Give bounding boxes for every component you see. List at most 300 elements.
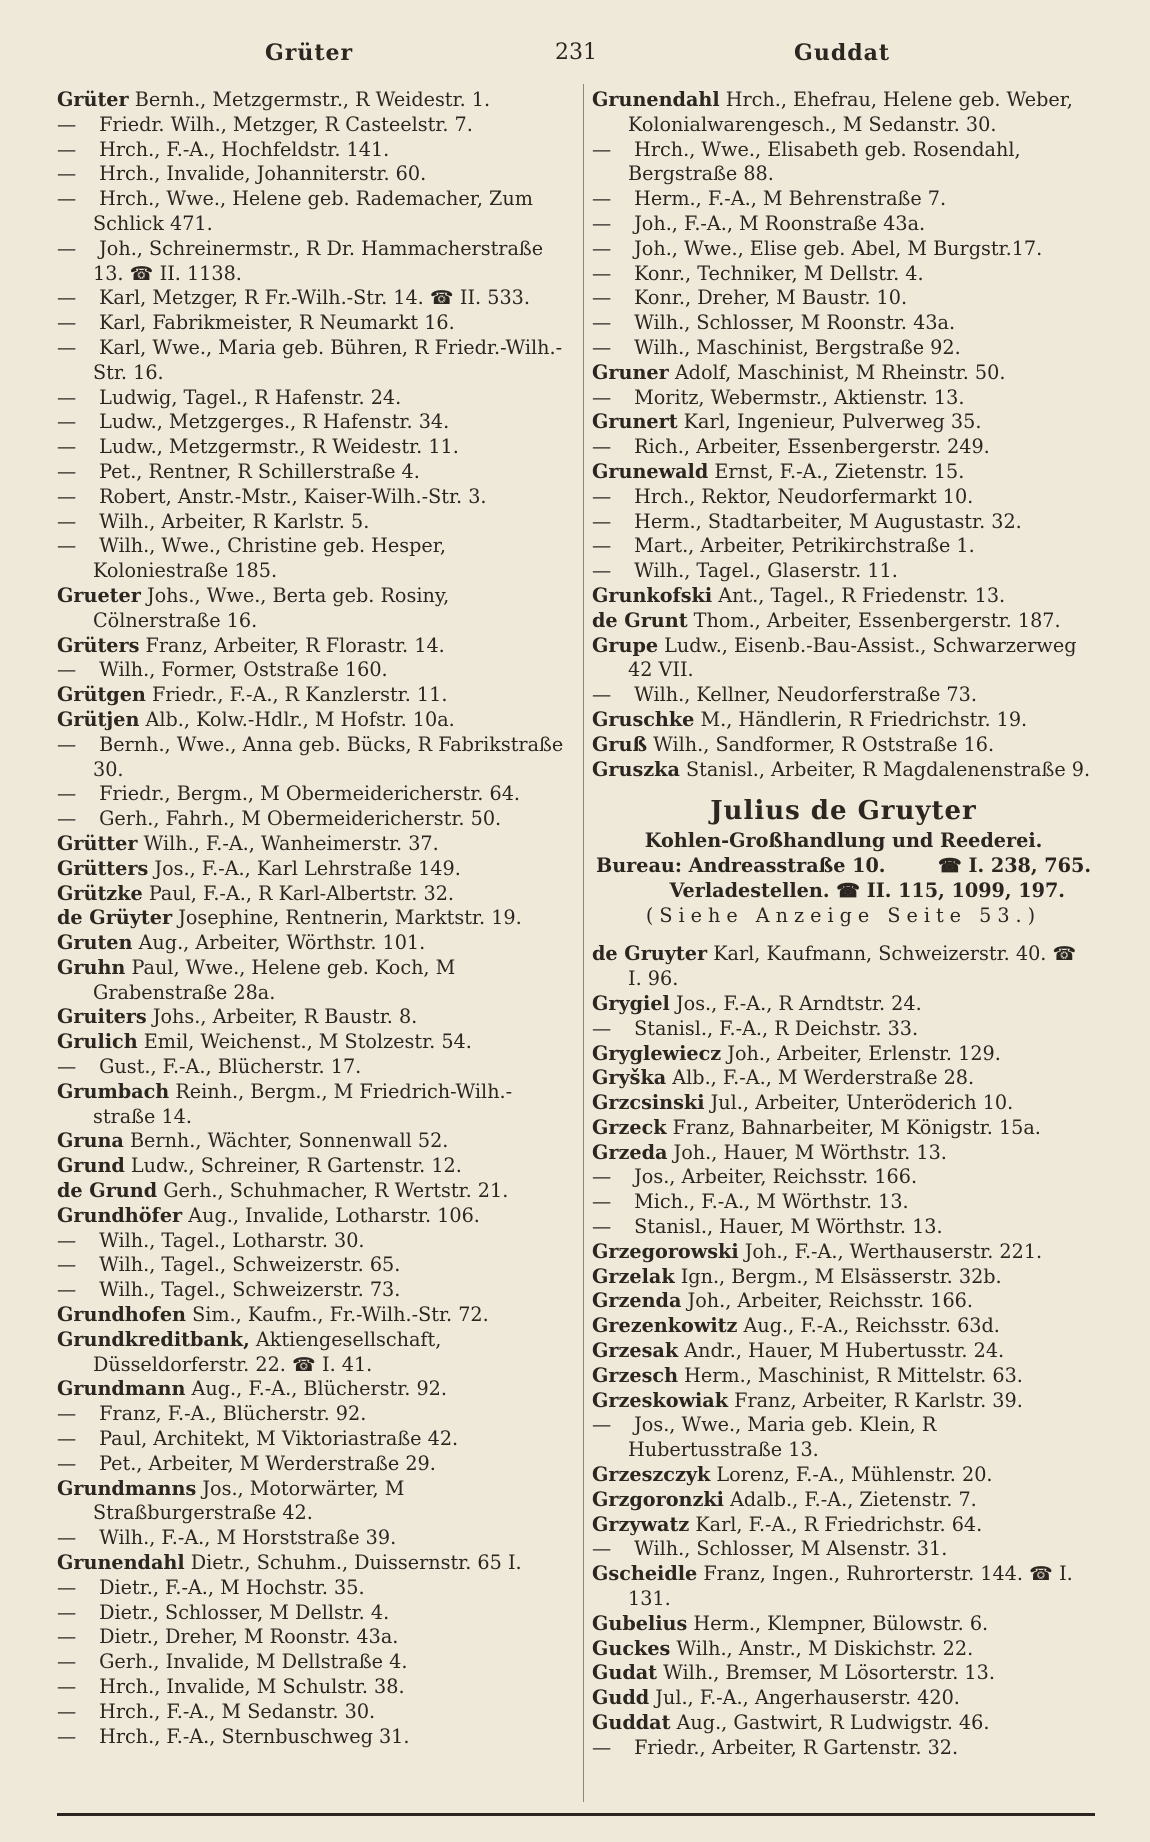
entry-details: Aug., Invalide, Lotharstr. 106. bbox=[182, 1203, 480, 1227]
directory-entry bbox=[592, 1141, 1095, 1166]
entry-details: Aug., F.-A., Reichsstr. 63d. bbox=[737, 1314, 1000, 1338]
entry-details: Adolf, Maschinist, M Rheinstr. 50. bbox=[668, 360, 1006, 384]
directory-entry bbox=[57, 187, 574, 237]
entry-surname: Grunert bbox=[592, 410, 678, 434]
directory-entry bbox=[57, 113, 574, 138]
directory-entry bbox=[57, 708, 574, 733]
directory-entry bbox=[57, 1005, 574, 1030]
entry-surname: Grueter bbox=[57, 583, 141, 607]
entry-dash: — bbox=[592, 1413, 612, 1437]
directory-entry bbox=[592, 708, 1095, 733]
entry-surname: Grygiel bbox=[592, 991, 670, 1015]
entry-dash: — bbox=[57, 1451, 77, 1475]
entry-dash: — bbox=[57, 311, 77, 335]
entry-dash: — bbox=[57, 137, 77, 161]
directory-entry bbox=[592, 1066, 1095, 1091]
entry-surname: de Grüyter bbox=[57, 906, 173, 930]
directory-entry bbox=[592, 262, 1095, 287]
directory-entry bbox=[592, 1513, 1095, 1538]
directory-entry bbox=[57, 534, 574, 584]
entry-details: Karl, Wwe., Maria geb. Bühren, R Friedr.-Wilh.-Str. 16. bbox=[93, 335, 563, 384]
entry-dash: — bbox=[57, 112, 77, 136]
entry-surname: Gruschke bbox=[592, 707, 695, 731]
entry-surname: Grzegorowski bbox=[592, 1239, 739, 1263]
entry-dash: — bbox=[57, 385, 77, 409]
directory-entry bbox=[592, 386, 1095, 411]
entry-details: Wilh., Schlosser, M Roonstr. 43a. bbox=[628, 311, 956, 335]
directory-entry bbox=[57, 1055, 574, 1080]
directory-entry bbox=[57, 832, 574, 857]
entry-details: Dietr., Dreher, M Roonstr. 43a. bbox=[93, 1625, 399, 1649]
entry-details: Joh., Hauer, M Wörthstr. 13. bbox=[667, 1140, 947, 1164]
directory-entry bbox=[57, 138, 574, 163]
entry-details: Hrch., F.-A., Sternbuschweg 31. bbox=[93, 1724, 410, 1748]
directory-entry bbox=[592, 1091, 1095, 1116]
directory-entry bbox=[592, 609, 1095, 634]
entry-dash: — bbox=[592, 484, 612, 508]
entry-details: Herm., Klempner, Bülowstr. 6. bbox=[687, 1611, 989, 1635]
entry-surname: Grunendahl bbox=[592, 88, 720, 111]
directory-entry bbox=[592, 1215, 1095, 1240]
directory-entry bbox=[57, 857, 574, 882]
entry-dash: — bbox=[57, 534, 77, 558]
entry-dash: — bbox=[592, 211, 612, 235]
entry-dash: — bbox=[592, 1165, 612, 1189]
entry-dash: — bbox=[592, 1215, 612, 1239]
entry-dash: — bbox=[57, 1699, 77, 1723]
entry-dash: — bbox=[592, 1735, 612, 1759]
directory-entry bbox=[592, 361, 1095, 386]
directory-entry bbox=[57, 1725, 574, 1750]
entry-details: Franz, Bahnarbeiter, M Königstr. 15a. bbox=[666, 1115, 1041, 1139]
entry-dash: — bbox=[57, 484, 77, 508]
entry-dash: — bbox=[57, 658, 77, 682]
entry-details: Aug., F.-A., Blücherstr. 92. bbox=[185, 1377, 447, 1401]
entry-surname: Gruiters bbox=[57, 1005, 147, 1029]
directory-entry bbox=[57, 658, 574, 683]
entry-surname: Grütters bbox=[57, 856, 149, 880]
directory-entry bbox=[57, 1229, 574, 1254]
entry-details: Dietr., Schlosser, M Dellstr. 4. bbox=[93, 1600, 390, 1624]
entry-details: Emil, Weichenst., M Stolzestr. 54. bbox=[137, 1030, 472, 1054]
directory-entry bbox=[57, 882, 574, 907]
directory-entry bbox=[57, 1452, 574, 1477]
entry-surname: Grzesak bbox=[592, 1339, 679, 1363]
entry-details: Wilh., Arbeiter, R Karlstr. 5. bbox=[93, 509, 370, 533]
directory-entry bbox=[57, 88, 574, 113]
entry-details: Friedr., F.-A., R Kanzlerstr. 11. bbox=[145, 683, 448, 707]
entry-surname: Grulich bbox=[57, 1030, 138, 1054]
directory-entry bbox=[592, 485, 1095, 510]
entry-details: Wilh., Tagel., Schweizerstr. 65. bbox=[93, 1253, 401, 1277]
directory-entry bbox=[592, 1463, 1095, 1488]
entry-surname: Grumbach bbox=[57, 1079, 170, 1103]
entry-surname: Gruna bbox=[57, 1129, 124, 1153]
directory-entry bbox=[57, 584, 574, 634]
entry-surname: Grundmanns bbox=[57, 1476, 197, 1500]
entry-details: Ludw., Metzgerges., R Hafenstr. 34. bbox=[93, 410, 450, 434]
entry-details: Wilh., Sandformer, R Oststraße 16. bbox=[647, 732, 995, 756]
entry-details: Bernh., Metzgermstr., R Weidestr. 1. bbox=[128, 88, 491, 111]
entry-surname: Grzeszczyk bbox=[592, 1463, 711, 1487]
entry-dash: — bbox=[57, 459, 77, 483]
directory-entry bbox=[592, 212, 1095, 237]
entry-details: Karl, Ingenieur, Pulverweg 35. bbox=[677, 410, 982, 434]
entry-details: Hrch., Rektor, Neudorfermarkt 10. bbox=[628, 484, 974, 508]
ad-bureau-row bbox=[592, 853, 1095, 878]
entry-details: Ludw., Schreiner, R Gartenstr. 12. bbox=[124, 1154, 462, 1178]
entry-dash: — bbox=[57, 286, 77, 310]
directory-entry bbox=[592, 187, 1095, 212]
entry-details: Mart., Arbeiter, Petrikirchstraße 1. bbox=[628, 534, 975, 558]
directory-entry bbox=[57, 1377, 574, 1402]
entry-details: Franz, Arbeiter, R Karlstr. 39. bbox=[728, 1388, 1023, 1412]
directory-entry bbox=[57, 162, 574, 187]
directory-entry bbox=[592, 1017, 1095, 1042]
entry-details: Karl, Metzger, R Fr.-Wilh.-Str. 14. ☎ II. 533. bbox=[93, 286, 530, 310]
directory-entry bbox=[57, 1576, 574, 1601]
entry-details: Bernh., Wächter, Sonnenwall 52. bbox=[123, 1129, 449, 1153]
entry-dash: — bbox=[57, 732, 77, 756]
entry-surname: Guckes bbox=[592, 1636, 671, 1660]
entry-dash: — bbox=[57, 435, 77, 459]
advertisement-gruyter bbox=[592, 794, 1095, 928]
directory-entry bbox=[592, 1413, 1095, 1463]
entry-details: Andr., Hauer, M Hubertusstr. 24. bbox=[678, 1339, 1005, 1363]
entry-details: Bernh., Wwe., Anna geb. Bücks, R Fabrikstraße 30. bbox=[93, 732, 564, 781]
entry-surname: Grzeda bbox=[592, 1140, 668, 1164]
entry-details: Pet., Rentner, R Schillerstraße 4. bbox=[93, 459, 420, 483]
directory-entry bbox=[57, 286, 574, 311]
entry-details: Wilh., Tagel., Schweizerstr. 73. bbox=[93, 1278, 401, 1302]
directory-entry bbox=[57, 410, 574, 435]
directory-entry bbox=[57, 485, 574, 510]
entry-surname: Grzelak bbox=[592, 1264, 675, 1288]
entry-details: M., Händlerin, R Friedrichstr. 19. bbox=[694, 707, 1028, 731]
directory-entry bbox=[57, 435, 574, 460]
directory-entry bbox=[592, 286, 1095, 311]
entry-dash: — bbox=[57, 1625, 77, 1649]
directory-entry bbox=[592, 1265, 1095, 1290]
directory-entry bbox=[57, 1129, 574, 1154]
entry-details: Franz, F.-A., Blücherstr. 92. bbox=[93, 1402, 367, 1426]
footer-rule bbox=[57, 1813, 1095, 1816]
entry-details: Josephine, Rentnerin, Marktstr. 19. bbox=[172, 906, 522, 930]
directory-entry bbox=[592, 460, 1095, 485]
entry-details: Ernst, F.-A., Zietenstr. 15. bbox=[708, 459, 965, 483]
entry-details: Wilh., Former, Oststraße 160. bbox=[93, 658, 388, 682]
entry-details: Stanisl., F.-A., R Deichstr. 33. bbox=[628, 1016, 919, 1040]
entry-details: Paul, Wwe., Helene geb. Koch, M Grabenstraße 28a. bbox=[93, 955, 456, 1004]
directory-entry bbox=[592, 634, 1095, 684]
entry-details: Aug., Gastwirt, R Ludwigstr. 46. bbox=[670, 1711, 990, 1735]
entry-details: Ludw., Eisenb.-Bau-Assist., Schwarzerweg 42 VII. bbox=[628, 633, 1077, 682]
entry-details: Moritz, Webermstr., Aktienstr. 13. bbox=[628, 385, 965, 409]
left-column bbox=[57, 88, 574, 1749]
entry-dash: — bbox=[592, 261, 612, 285]
entry-details: Pet., Arbeiter, M Werderstraße 29. bbox=[93, 1451, 436, 1475]
entry-details: Thom., Arbeiter, Essenbergerstr. 187. bbox=[687, 608, 1061, 632]
directory-entry bbox=[592, 1339, 1095, 1364]
entry-details: Jos., F.-A., R Arndtstr. 24. bbox=[669, 991, 922, 1015]
entry-dash: — bbox=[592, 236, 612, 260]
entry-details: Hrch., Wwe., Elisabeth geb. Rosendahl, Bergstraße 88. bbox=[628, 137, 1021, 186]
entry-details: Wilh., Bremser, M Lösorterstr. 13. bbox=[657, 1661, 995, 1685]
entry-details: Franz, Ingen., Ruhrorterstr. 144. ☎ I. 131. bbox=[628, 1562, 1073, 1611]
directory-entry bbox=[592, 534, 1095, 559]
entry-surname: de Grund bbox=[57, 1179, 158, 1203]
directory-entry bbox=[57, 906, 574, 931]
entry-surname: de Gruyter bbox=[592, 942, 708, 966]
ad-see-reference: (Siehe Anzeige Seite 53.) bbox=[645, 904, 1042, 928]
entry-details: Joh., Schreinermstr., R Dr. Hammacherstraße 13. ☎ II. 1138. bbox=[93, 236, 544, 285]
entry-details: Gust., F.-A., Blücherstr. 17. bbox=[93, 1055, 362, 1079]
entry-surname: Grzesch bbox=[592, 1363, 679, 1387]
entry-details: Wilh., F.-A., M Horststraße 39. bbox=[93, 1526, 397, 1550]
entry-surname: Grüters bbox=[57, 633, 140, 657]
entry-details: Wilh., Maschinist, Bergstraße 92. bbox=[628, 335, 961, 359]
entry-details: Ludwig, Tagel., R Hafenstr. 24. bbox=[93, 385, 402, 409]
directory-entry bbox=[592, 1165, 1095, 1190]
directory-entry bbox=[57, 1253, 574, 1278]
directory-entry bbox=[592, 1042, 1095, 1067]
entry-details: Aktiengesellschaft, Düsseldorferstr. 22. ☎ I. 41. bbox=[93, 1327, 442, 1376]
directory-entry bbox=[592, 336, 1095, 361]
entry-details: Karl, F.-A., R Friedrichstr. 64. bbox=[689, 1512, 983, 1536]
entry-surname: Grundhofen bbox=[57, 1303, 186, 1327]
entry-surname: Grunkofski bbox=[592, 583, 713, 607]
entry-surname: Gscheidle bbox=[592, 1562, 698, 1586]
entry-dash: — bbox=[57, 1228, 77, 1252]
entry-details: Wilh., Wwe., Christine geb. Hesper, Koloniestraße 185. bbox=[93, 534, 446, 583]
entry-details: Gerh., Schuhmacher, R Wertstr. 21. bbox=[157, 1179, 509, 1203]
entry-details: Mich., F.-A., M Wörthstr. 13. bbox=[628, 1190, 909, 1214]
entry-dash: — bbox=[592, 534, 612, 558]
entry-details: Joh., Arbeiter, Reichsstr. 166. bbox=[681, 1289, 973, 1313]
directory-entry bbox=[57, 1551, 574, 1576]
directory-entry bbox=[57, 1427, 574, 1452]
entry-dash: — bbox=[592, 137, 612, 161]
directory-entry bbox=[592, 410, 1095, 435]
entry-details: Hrch., F.-A., M Sedanstr. 30. bbox=[93, 1699, 376, 1723]
directory-entry bbox=[592, 311, 1095, 336]
entry-surname: Gruszka bbox=[592, 757, 680, 781]
entry-dash: — bbox=[57, 1575, 77, 1599]
entry-dash: — bbox=[57, 1650, 77, 1674]
entry-dash: — bbox=[57, 509, 77, 533]
entry-dash: — bbox=[57, 1253, 77, 1277]
entry-details: Jos., Arbeiter, Reichsstr. 166. bbox=[628, 1165, 918, 1189]
directory-entry bbox=[592, 942, 1095, 992]
directory-entry bbox=[57, 683, 574, 708]
directory-entry bbox=[57, 1601, 574, 1626]
directory-entry bbox=[57, 1328, 574, 1378]
directory-entry bbox=[592, 1686, 1095, 1711]
column-divider bbox=[583, 84, 584, 1802]
entry-details: Jul., Arbeiter, Unteröderich 10. bbox=[704, 1091, 1014, 1115]
entry-details: Lorenz, F.-A., Mühlenstr. 20. bbox=[710, 1463, 993, 1487]
entry-details: Wilh., F.-A., Wanheimerstr. 37. bbox=[137, 831, 439, 855]
directory-entry bbox=[592, 88, 1095, 138]
directory-entry bbox=[57, 807, 574, 832]
entry-surname: Grzywatz bbox=[592, 1512, 690, 1536]
directory-entry bbox=[57, 931, 574, 956]
entry-details: Johs., Arbeiter, R Baustr. 8. bbox=[146, 1005, 418, 1029]
entry-details: Joh., Wwe., Elise geb. Abel, M Burgstr.17. bbox=[628, 236, 1043, 260]
ad-subtitle: Kohlen-Großhandlung und Reederei. bbox=[644, 829, 1043, 853]
directory-entry bbox=[57, 1080, 574, 1130]
entry-surname: Grundmann bbox=[57, 1377, 186, 1401]
entry-details: Aug., Arbeiter, Wörthstr. 101. bbox=[132, 931, 426, 955]
directory-entry bbox=[592, 733, 1095, 758]
entry-details: Herm., Maschinist, R Mittelstr. 63. bbox=[678, 1363, 1023, 1387]
entry-details: Robert, Anstr.-Mstr., Kaiser-Wilh.-Str. 3. bbox=[93, 484, 487, 508]
entry-dash: — bbox=[592, 1016, 612, 1040]
entry-details: Gerh., Invalide, M Dellstraße 4. bbox=[93, 1650, 408, 1674]
entry-details: Gerh., Fahrh., M Obermeidericherstr. 50. bbox=[93, 807, 502, 831]
entry-dash: — bbox=[57, 1526, 77, 1550]
directory-entry bbox=[592, 435, 1095, 460]
directory-entry bbox=[57, 1675, 574, 1700]
entry-details: Alb., F.-A., M Werderstraße 28. bbox=[666, 1066, 975, 1090]
entry-surname: Grezenkowitz bbox=[592, 1314, 738, 1338]
entry-details: Wilh., Tagel., Glaserstr. 11. bbox=[628, 559, 898, 583]
entry-dash: — bbox=[57, 1278, 77, 1302]
directory-entry bbox=[57, 1303, 574, 1328]
entry-surname: Grütter bbox=[57, 831, 138, 855]
entry-surname: Grütjen bbox=[57, 707, 140, 731]
directory-entry bbox=[592, 1612, 1095, 1637]
entry-details: Ant., Tagel., R Friedenstr. 13. bbox=[712, 583, 1006, 607]
entry-details: Hrch., Invalide, M Schulstr. 38. bbox=[93, 1675, 405, 1698]
directory-entry bbox=[592, 510, 1095, 535]
entry-surname: Grzcsinski bbox=[592, 1091, 705, 1115]
entry-dash: — bbox=[592, 559, 612, 583]
entry-details: Ign., Bergm., M Elsässerstr. 32b. bbox=[674, 1264, 1002, 1288]
entry-details: Paul, Architekt, M Viktoriastraße 42. bbox=[93, 1427, 459, 1451]
entry-details: Sim., Kaufm., Fr.-Wilh.-Str. 72. bbox=[185, 1303, 489, 1327]
entry-details: Jos., Motorwärter, M Straßburgerstraße 42. bbox=[93, 1476, 405, 1525]
entry-surname: Gruten bbox=[57, 931, 133, 955]
entry-details: Karl, Fabrikmeister, R Neumarkt 16. bbox=[93, 311, 455, 335]
entry-dash: — bbox=[57, 1055, 77, 1079]
directory-entry bbox=[592, 1240, 1095, 1265]
entry-surname: Grund bbox=[57, 1154, 125, 1178]
entry-surname: Grzeskowiak bbox=[592, 1388, 729, 1412]
directory-entry bbox=[592, 758, 1095, 783]
directory-entry bbox=[592, 1736, 1095, 1761]
entry-dash: — bbox=[57, 236, 77, 260]
entry-details: Konr., Techniker, M Dellstr. 4. bbox=[628, 261, 924, 285]
entry-surname: Grzenda bbox=[592, 1289, 682, 1313]
entry-details: Reinh., Bergm., M Friedrich-Wilh.-straße 14. bbox=[93, 1079, 513, 1128]
directory-entry bbox=[592, 138, 1095, 188]
entry-details: Hrch., F.-A., Hochfeldstr. 141. bbox=[93, 137, 390, 161]
entry-details: Herm., F.-A., M Behrenstraße 7. bbox=[628, 187, 947, 211]
entry-surname: Grunendahl bbox=[57, 1551, 185, 1575]
entry-surname: Grzgoronzki bbox=[592, 1487, 724, 1511]
right-column-top bbox=[592, 88, 1095, 782]
entry-dash: — bbox=[592, 1190, 612, 1214]
entry-dash: — bbox=[592, 311, 612, 335]
entry-surname: Grunewald bbox=[592, 459, 709, 483]
directory-entry bbox=[57, 1402, 574, 1427]
entry-details: Paul, F.-A., R Karl-Albertstr. 32. bbox=[142, 881, 455, 905]
entry-details: Wilh., Schlosser, M Alsenstr. 31. bbox=[628, 1537, 948, 1561]
entry-dash: — bbox=[592, 683, 612, 707]
directory-entry bbox=[592, 992, 1095, 1017]
entry-dash: — bbox=[592, 286, 612, 310]
entry-details: Friedr., Arbeiter, R Gartenstr. 32. bbox=[628, 1735, 959, 1759]
entry-surname: Gryglewiecz bbox=[592, 1041, 722, 1065]
directory-entry bbox=[57, 237, 574, 287]
entry-surname: Grüter bbox=[57, 88, 129, 111]
directory-entry bbox=[57, 386, 574, 411]
entry-dash: — bbox=[57, 782, 77, 806]
entry-dash: — bbox=[592, 385, 612, 409]
entry-surname: Grütgen bbox=[57, 683, 146, 707]
ad-title: Julius de Gruyter bbox=[710, 796, 977, 827]
directory-entry bbox=[592, 584, 1095, 609]
directory-entry bbox=[57, 336, 574, 386]
entry-dash: — bbox=[57, 1600, 77, 1624]
directory-entry bbox=[57, 1477, 574, 1527]
directory-entry bbox=[592, 1389, 1095, 1414]
directory-entry bbox=[57, 1204, 574, 1229]
directory-entry bbox=[592, 683, 1095, 708]
entry-details: Alb., Kolw.-Hdlr., M Hofstr. 10a. bbox=[139, 707, 455, 731]
directory-entry bbox=[57, 1179, 574, 1204]
entry-details: Jos., F.-A., Karl Lehrstraße 149. bbox=[148, 856, 461, 880]
entry-surname: Grundhöfer bbox=[57, 1203, 183, 1227]
directory-entry bbox=[592, 1314, 1095, 1339]
entry-surname: Gruhn bbox=[57, 955, 126, 979]
directory-entry bbox=[592, 1711, 1095, 1736]
entry-surname: Grützke bbox=[57, 881, 143, 905]
entry-dash: — bbox=[57, 1427, 77, 1451]
entry-details: Herm., Stadtarbeiter, M Augustastr. 32. bbox=[628, 509, 1022, 533]
right-column bbox=[592, 88, 1095, 1761]
directory-entry bbox=[592, 1488, 1095, 1513]
directory-entry bbox=[592, 1661, 1095, 1686]
entry-surname: Grundkreditbank, bbox=[57, 1327, 250, 1351]
entry-dash: — bbox=[57, 187, 77, 211]
directory-entry bbox=[592, 1537, 1095, 1562]
entry-details: Stanisl., Hauer, M Wörthstr. 13. bbox=[628, 1215, 943, 1239]
entry-surname: Gubelius bbox=[592, 1611, 688, 1635]
entry-dash: — bbox=[57, 335, 77, 359]
directory-entry bbox=[592, 1289, 1095, 1314]
entry-details: Joh., Arbeiter, Erlenstr. 129. bbox=[721, 1041, 1001, 1065]
directory-entry bbox=[592, 1364, 1095, 1389]
entry-dash: — bbox=[592, 187, 612, 211]
directory-entry bbox=[592, 559, 1095, 584]
ad-verlade: Verladestellen. ☎ II. 115, 1099, 197. bbox=[669, 879, 1065, 903]
entry-details: Franz, Arbeiter, R Florastr. 14. bbox=[139, 633, 445, 657]
entry-surname: Gudd bbox=[592, 1686, 650, 1710]
entry-details: Konr., Dreher, M Baustr. 10. bbox=[628, 286, 908, 310]
entry-dash: — bbox=[57, 807, 77, 831]
entry-dash: — bbox=[57, 410, 77, 434]
directory-entry bbox=[57, 1154, 574, 1179]
entry-surname: Gruner bbox=[592, 360, 669, 384]
entry-details: Ludw., Metzgermstr., R Weidestr. 11. bbox=[93, 435, 459, 459]
directory-entry bbox=[592, 1190, 1095, 1215]
directory-entry bbox=[57, 956, 574, 1006]
entry-details: Johs., Wwe., Berta geb. Rosiny, Cölnerstraße 16. bbox=[93, 583, 450, 632]
entry-dash: — bbox=[592, 1537, 612, 1561]
entry-details: Friedr. Wilh., Metzger, R Casteelstr. 7. bbox=[93, 112, 473, 136]
